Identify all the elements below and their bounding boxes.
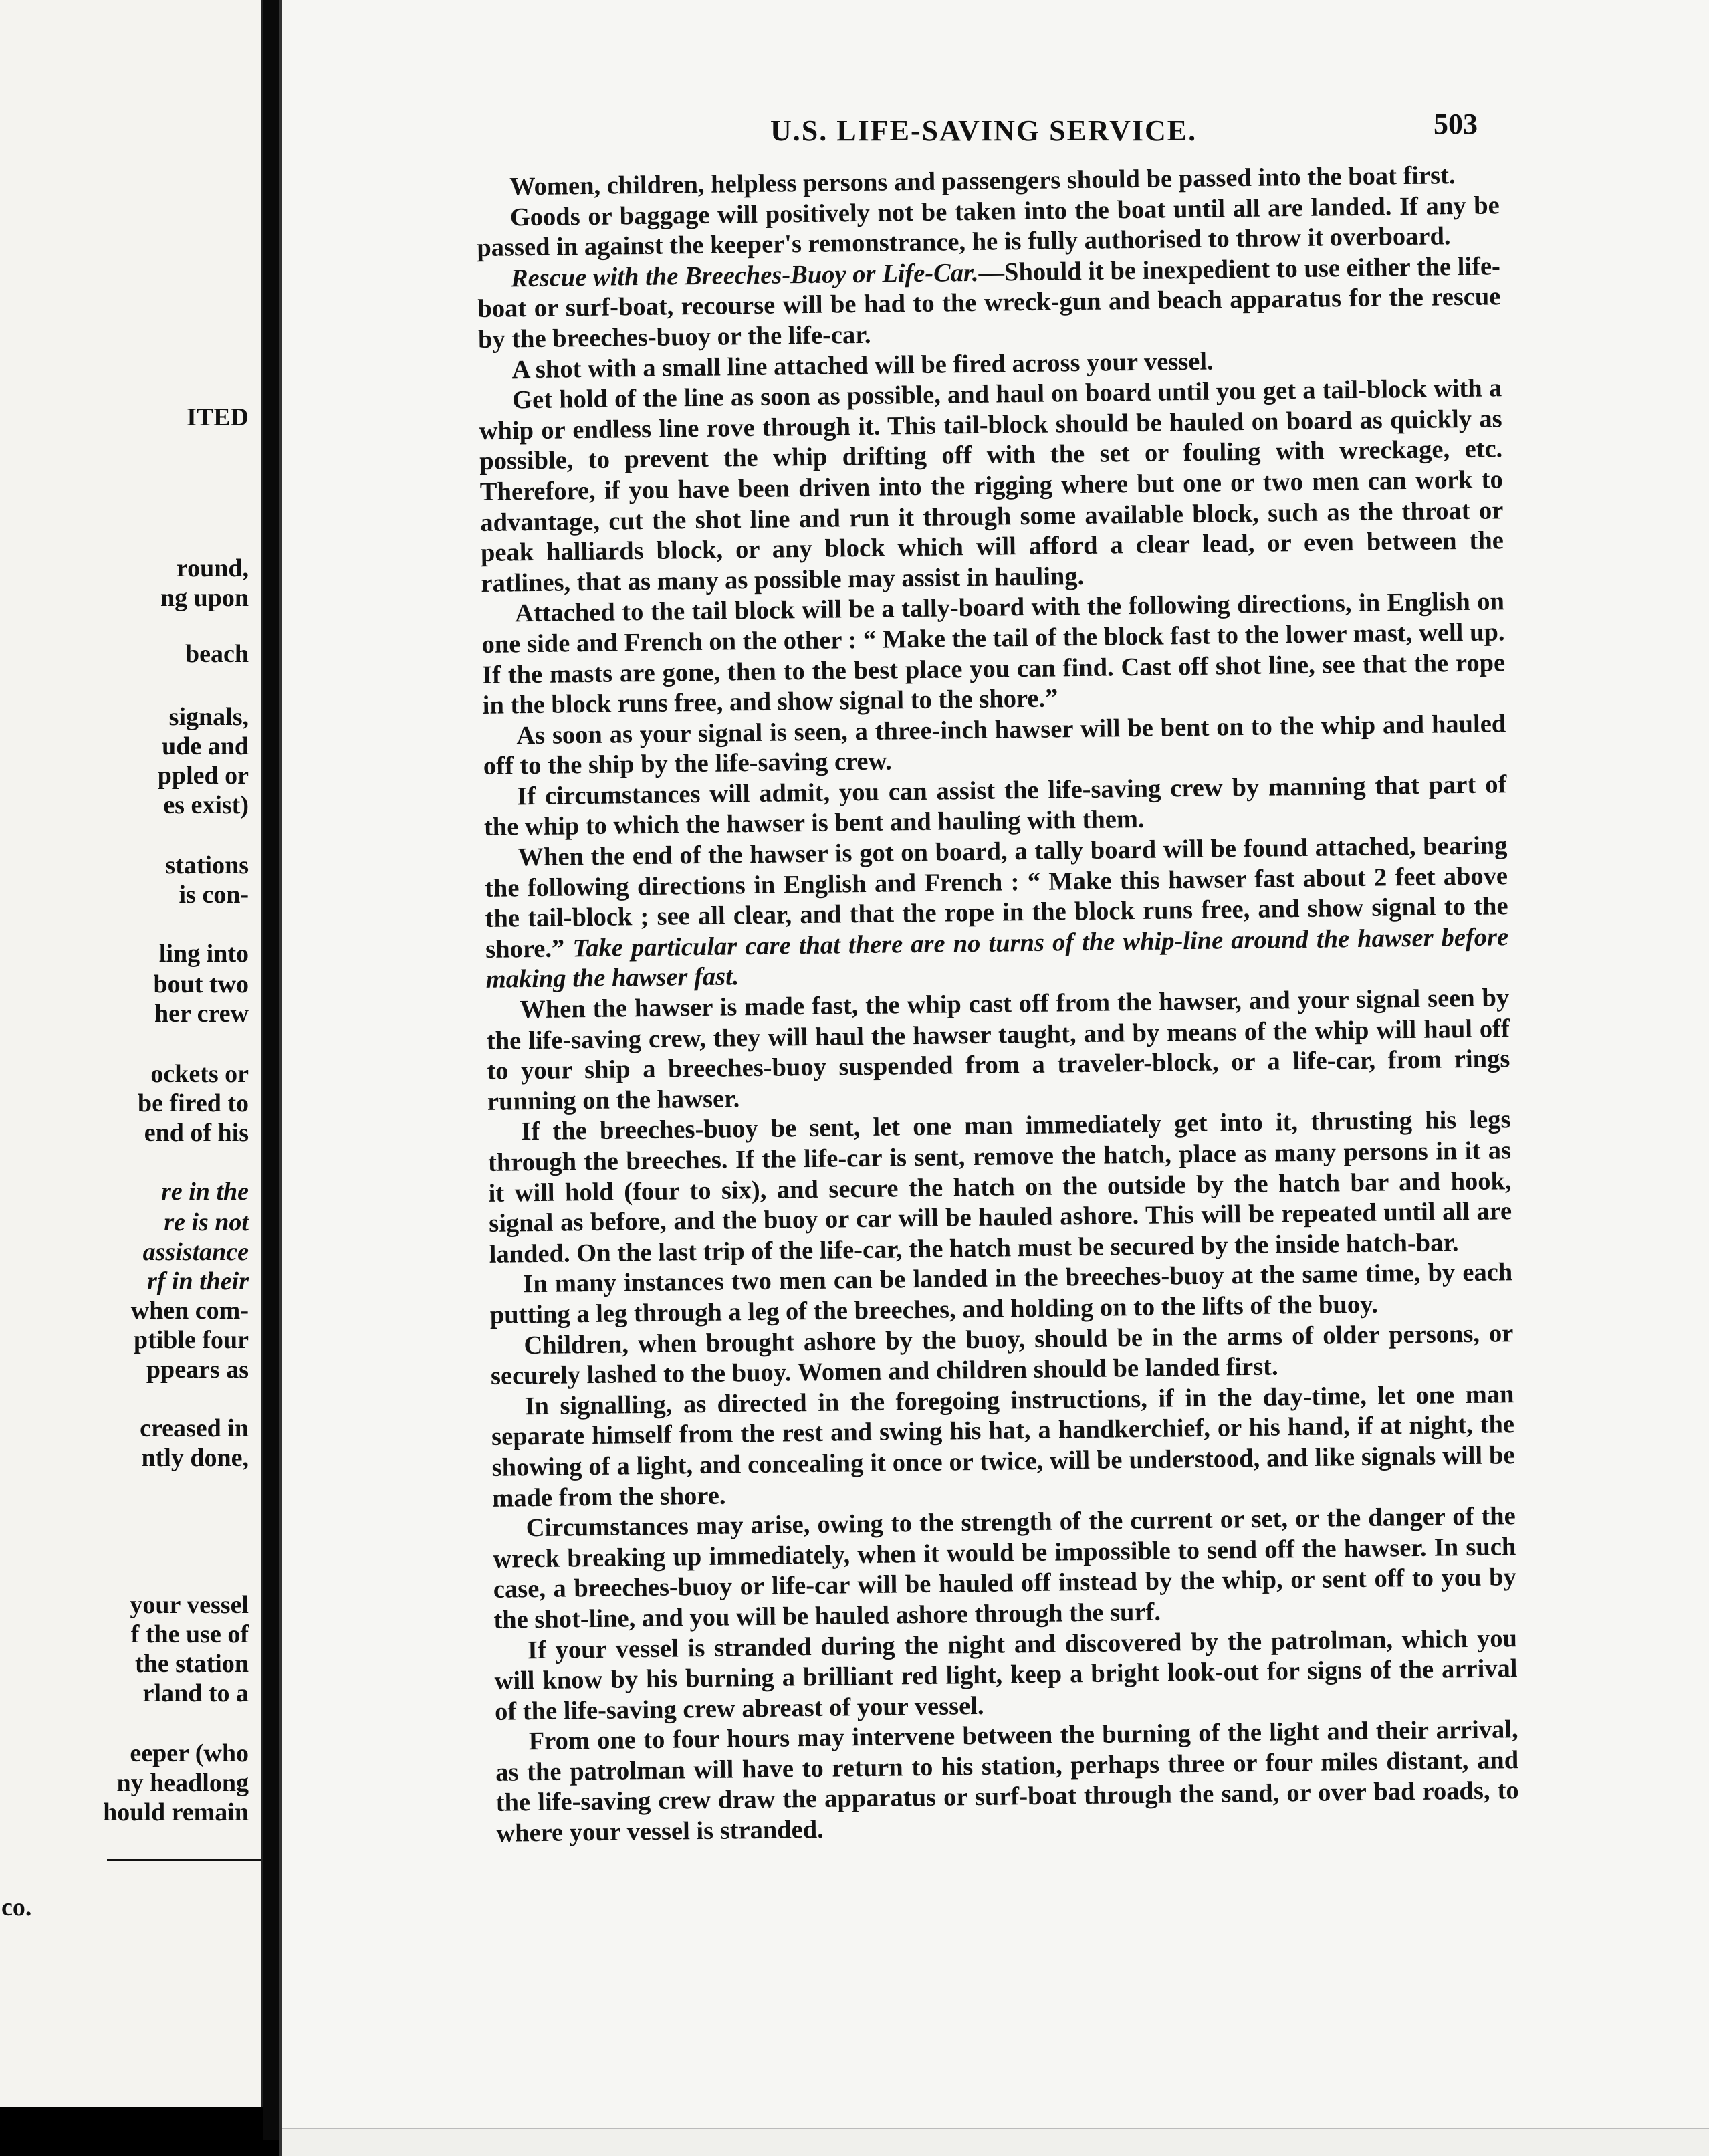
left-page-line: end of his — [144, 1119, 249, 1147]
left-page-line: creased in — [140, 1414, 249, 1442]
left-page-line: is con- — [179, 881, 249, 909]
paragraph: If the breeches-buoy be sent, let one man immediately get into it, thrusting his legs through the breeches. If the life-car is sent, remove the hatch, place as many persons in it as it will hold (four to six), and secure the hatch on the outside by the hatch bar and hook, signal as before, and the buoy or car will be hauled ashore. This will be repeated until all are landed. On the last trip of the life-car, the hatch must be secured by the inside hatch-bar. — [487, 1105, 1512, 1269]
paragraph: In signalling, as directed in the foregoing instructions, if in the day-time, let one man separate himself from the rest and swing his hat, a handkerchief, or his hand, if at night, the showing of a light, and concealing it once or twice, will be understood, and like signals will be made from the shore. — [491, 1380, 1515, 1513]
left-page-line: ntly done, — [141, 1444, 249, 1472]
left-page-line: her crew — [154, 1000, 249, 1028]
left-page-line: re is not — [164, 1208, 249, 1236]
paragraph: Rescue with the Breeches-Buoy or Life-Car.—Should it be inexpedient to use either the life-boat or surf-boat, recourse will be had to the wreck-gun and beach apparatus for the rescue by the breeches-buoy or the life-car. — [477, 252, 1501, 354]
left-page-line: rland to a — [142, 1679, 249, 1707]
running-header: U.S. LIFE-SAVING SERVICE. — [770, 114, 1198, 147]
paragraph: In many instances two men can be landed in the breeches-buoy at the same time, by each putting a leg through a leg of the breeches, and holding on to the lifts of the buoy. — [489, 1258, 1513, 1329]
paragraph: Goods or baggage will positively not be taken into the boat until all are landed. If any be passed in against the keeper's remonstrance, he is fully authorised to throw it overboard. — [477, 191, 1500, 263]
left-page-fragment — [0, 0, 263, 2107]
left-page-line: round, — [176, 554, 249, 582]
left-page-line: eeper (who — [130, 1739, 249, 1767]
left-page-line: ITED — [187, 403, 249, 431]
left-page-line: es exist) — [163, 791, 249, 819]
left-page-line: ockets or — [150, 1060, 249, 1088]
left-page-line: your vessel — [130, 1591, 249, 1619]
left-page-line: f the use of — [130, 1620, 249, 1648]
left-page-line: ny headlong — [116, 1769, 249, 1797]
paragraph: Attached to the tail block will be a tally-board with the following directions, in English on one side and French on the other : “ Make the tail of the block fast to the lower mast, well up. If the masts are gone, then to the best place you can find. Cast off shot line, see that the rope in the block runs free, and show signal to the shore.” — [481, 587, 1506, 720]
left-page-line: ude and — [162, 732, 249, 760]
left-page-line: the station — [135, 1650, 249, 1678]
page-bottom-edge — [282, 2128, 1709, 2156]
section-heading: Rescue with the Breeches-Buoy or Life-Car. — [510, 258, 979, 293]
left-page-line: hould remain — [103, 1798, 249, 1826]
page-number: 503 — [1434, 108, 1478, 140]
left-page-line: ppears as — [146, 1356, 249, 1384]
left-page-line: beach — [185, 640, 249, 668]
left-page-line: ling into — [158, 940, 249, 968]
paragraph: When the end of the hawser is got on board, a tally board will be found attached, bearing the following directions in English and French : “ Make this hawser fast about 2 feet above the tail-block ; see all clear, and that the rope in the block runs free, and show signal to the shore.” Take particular care that there are no turns of the whip-line around the hawser before making the hawser fast. — [484, 831, 1509, 994]
paragraph: Get hold of the line as soon as possible, and haul on board until you get a tail-block with a whip or endless line rove through it. This tail-block should be hauled on board as quickly as possible, to prevent the whip drifting off with the set or fouling with wreckage, etc. Therefore, if you have been driven into the rigging where but one or two men can work to advantage, cut the shot line and run it through some available block, such as the throat or peak halliards block, or any block which will afford a clear lead, or even between the ratlines, that as many as possible may assist in hauling. — [479, 374, 1504, 598]
left-page-line: co. — [1, 1893, 32, 1921]
left-page-line: signals, — [168, 703, 249, 731]
main-page — [279, 0, 1709, 2156]
left-page-rule — [107, 1859, 261, 1861]
left-page-line: when com- — [130, 1297, 249, 1325]
left-page-line: re in the — [161, 1178, 249, 1206]
left-page-line: ptible four — [133, 1326, 249, 1354]
left-page-line: rf in their — [146, 1267, 249, 1295]
book-gutter — [263, 0, 280, 2140]
paragraph: From one to four hours may intervene between the burning of the light and their arrival, as the patrolman will have to return to his station, perhaps three or four miles distant, and the life-saving crew draw the apparatus or surf-boat through the sand, or over bad roads, to where your vessel is stranded. — [495, 1715, 1519, 1848]
left-page-line: bout two — [153, 970, 249, 998]
paragraph: Children, when brought ashore by the buoy, should be in the arms of older persons, or securely lashed to the buoy. Women and children should be landed first. — [490, 1319, 1514, 1391]
left-page-line: be fired to — [137, 1089, 249, 1117]
paragraph: When the hawser is made fast, the whip cast off from the hawser, and your signal seen by the life-saving crew, they will haul the hawser taught, and by means of the whip will haul off to your ship a breeches-buoy suspended from a traveler-block, or a life-car, from rings running on the hawser. — [486, 984, 1510, 1116]
paragraph: Women, children, helpless persons and passengers should be passed into the boat first. — [509, 161, 1456, 201]
left-page-line: ppled or — [157, 762, 249, 790]
left-page-line: ng upon — [160, 584, 249, 612]
paragraph: A shot with a small line attached will be fired across your vessel. — [511, 347, 1214, 384]
paragraph: If circumstances will admit, you can assist the life-saving crew by manning that part of the whip to which the hawser is bent and hauling with them. — [483, 770, 1507, 842]
paragraph: As soon as your signal is seen, a three-inch hawser will be bent on to the whip and hauled off to the ship by the life-saving crew. — [483, 709, 1506, 781]
italic-instruction: Take particular care that there are no turns of the whip-line around the hawser before making the hawser fast. — [485, 923, 1509, 994]
left-page-line: assistance — [142, 1238, 249, 1266]
left-page-line: stations — [165, 851, 249, 879]
body-text — [476, 160, 1520, 1849]
paragraph: If your vessel is stranded during the night and discovered by the patrolman, which you will know by his burning a brilliant red light, keep a bright look-out for signs of the arrival of the life-saving crew abreast of your vessel. — [494, 1624, 1518, 1726]
paragraph: Circumstances may arise, owing to the strength of the current or set, or the danger of the wreck breaking up immediately, when it would be impossible to send off the hawser. In such case, a breeches-buoy or life-car will be hauled off instead by the whip, or sent off to you by the shot-line, and you will be hauled ashore through the surf. — [493, 1502, 1517, 1634]
